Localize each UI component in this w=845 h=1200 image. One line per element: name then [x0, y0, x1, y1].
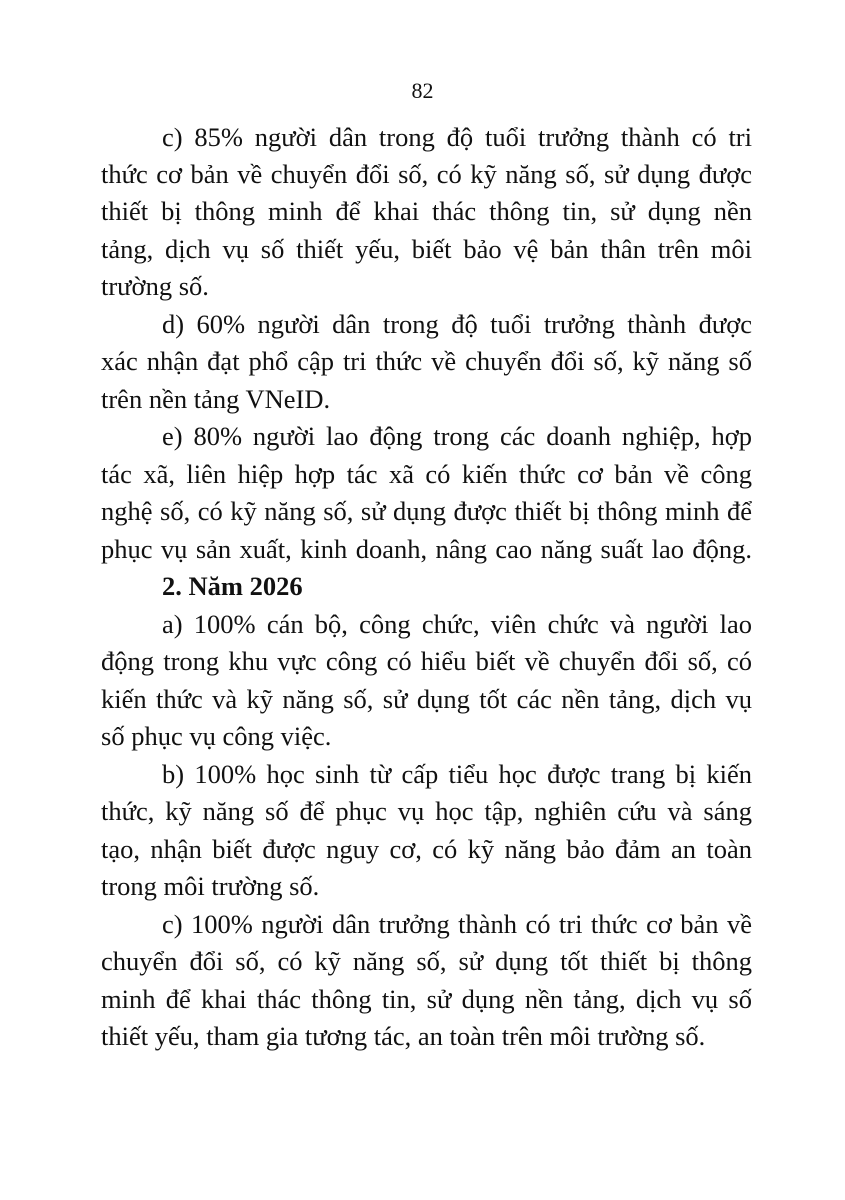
text-line: thiết bị thông minh để khai thác thông tin, sử dụng nền	[101, 196, 752, 226]
text-line: c) 100% người dân trưởng thành có tri thức cơ bản về	[162, 909, 752, 939]
section-heading: 2. Năm 2026	[162, 571, 303, 601]
text-line: b) 100% học sinh từ cấp tiểu học được trang bị kiến	[162, 759, 752, 789]
text-line: tạo, nhận biết được nguy cơ, có kỹ năng bảo đảm an toàn	[101, 834, 752, 864]
text-line: minh để khai thác thông tin, sử dụng nền tảng, dịch vụ số	[101, 984, 752, 1014]
text-line: chuyển đổi số, có kỹ năng số, sử dụng tốt thiết bị thông	[101, 946, 752, 976]
text-line: a) 100% cán bộ, công chức, viên chức và người lao	[162, 609, 752, 639]
text-line: c) 85% người dân trong độ tuổi trưởng thành có tri	[162, 122, 752, 152]
text-line: thức, kỹ năng số để phục vụ học tập, nghiên cứu và sáng	[101, 796, 752, 826]
text-line: e) 80% người lao động trong các doanh nghiệp, hợp	[162, 421, 752, 451]
text-line: trường số.	[101, 271, 209, 301]
text-line: thiết yếu, tham gia tương tác, an toàn trên môi trường số.	[101, 1021, 706, 1051]
text-line: d) 60% người dân trong độ tuổi trưởng thành được	[162, 309, 752, 339]
text-line: tác xã, liên hiệp hợp tác xã có kiến thức cơ bản về công	[101, 459, 752, 489]
text-line: số phục vụ công việc.	[101, 721, 332, 751]
text-line: kiến thức và kỹ năng số, sử dụng tốt các nền tảng, dịch vụ	[101, 684, 752, 714]
text-line: xác nhận đạt phổ cập tri thức về chuyển đổi số, kỹ năng số	[101, 346, 752, 376]
text-line: thức cơ bản về chuyển đổi số, có kỹ năng số, sử dụng được	[101, 159, 752, 189]
text-line: nghệ số, có kỹ năng số, sử dụng được thiết bị thông minh để	[101, 496, 752, 526]
text-line: trong môi trường số.	[101, 871, 320, 901]
text-line: trên nền tảng VNeID.	[101, 384, 331, 414]
page-number: 82	[411, 78, 434, 103]
text-line: tảng, dịch vụ số thiết yếu, biết bảo vệ bản thân trên môi	[101, 234, 752, 264]
text-line: phục vụ sản xuất, kinh doanh, nâng cao năng suất lao động.	[101, 534, 752, 564]
text-line: động trong khu vực công có hiểu biết về chuyển đổi số, có	[101, 646, 752, 676]
